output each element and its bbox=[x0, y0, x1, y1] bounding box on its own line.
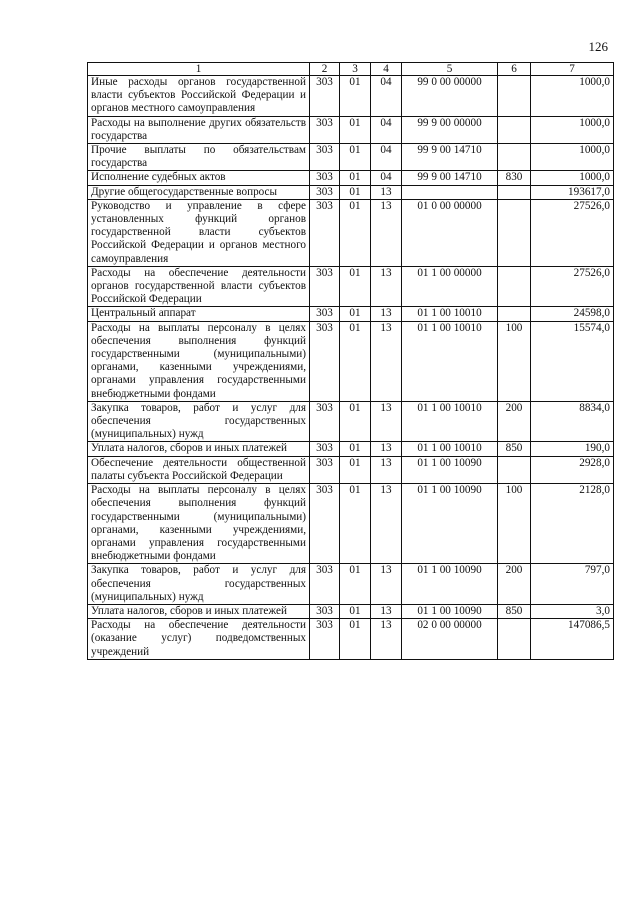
row-admin-code: 303 bbox=[310, 185, 340, 199]
row-section: 01 bbox=[340, 185, 371, 199]
row-amount: 2128,0 bbox=[531, 484, 614, 564]
row-admin-code: 303 bbox=[310, 484, 340, 564]
row-name: Уплата налогов, сборов и иных платежей bbox=[88, 442, 310, 456]
row-expense-type bbox=[498, 76, 531, 117]
table-body bbox=[88, 76, 614, 660]
row-expense-type: 830 bbox=[498, 171, 531, 185]
row-name: Прочие выплаты по обязательствам государства bbox=[88, 144, 310, 171]
row-name: Закупка товаров, работ и услуг для обеспечения государственных (муниципальных) нужд bbox=[88, 401, 310, 442]
row-name: Расходы на выплаты персоналу в целях обеспечения выполнения функций государственными (муниципальными) органами, казенными учреждениями, органами управления государственными внебюджетными фондами bbox=[88, 484, 310, 564]
row-amount: 193617,0 bbox=[531, 185, 614, 199]
row-name: Центральный аппарат bbox=[88, 307, 310, 321]
row-target-article bbox=[402, 185, 498, 199]
column-header: 2 bbox=[310, 63, 340, 76]
row-subsection: 13 bbox=[371, 185, 402, 199]
table-row bbox=[88, 199, 614, 266]
row-admin-code: 303 bbox=[310, 456, 340, 483]
row-subsection: 04 bbox=[371, 171, 402, 185]
row-expense-type bbox=[498, 144, 531, 171]
table-row bbox=[88, 456, 614, 483]
row-subsection: 13 bbox=[371, 266, 402, 307]
row-admin-code: 303 bbox=[310, 307, 340, 321]
row-admin-code: 303 bbox=[310, 76, 340, 117]
row-target-article: 01 1 00 10090 bbox=[402, 564, 498, 605]
row-expense-type bbox=[498, 307, 531, 321]
row-expense-type: 200 bbox=[498, 401, 531, 442]
table-row bbox=[88, 401, 614, 442]
table-row bbox=[88, 619, 614, 660]
row-expense-type bbox=[498, 199, 531, 266]
row-admin-code: 303 bbox=[310, 442, 340, 456]
column-header: 6 bbox=[498, 63, 531, 76]
row-subsection: 04 bbox=[371, 76, 402, 117]
row-expense-type: 850 bbox=[498, 604, 531, 618]
row-target-article: 02 0 00 00000 bbox=[402, 619, 498, 660]
budget-table bbox=[87, 62, 614, 660]
row-name: Другие общегосударственные вопросы bbox=[88, 185, 310, 199]
row-subsection: 13 bbox=[371, 456, 402, 483]
row-target-article: 01 1 00 00000 bbox=[402, 266, 498, 307]
row-section: 01 bbox=[340, 619, 371, 660]
row-admin-code: 303 bbox=[310, 199, 340, 266]
table-row bbox=[88, 171, 614, 185]
row-section: 01 bbox=[340, 456, 371, 483]
row-section: 01 bbox=[340, 266, 371, 307]
row-subsection: 13 bbox=[371, 442, 402, 456]
row-target-article: 99 9 00 14710 bbox=[402, 171, 498, 185]
row-section: 01 bbox=[340, 307, 371, 321]
row-target-article: 01 0 00 00000 bbox=[402, 199, 498, 266]
row-target-article: 01 1 00 10010 bbox=[402, 307, 498, 321]
row-section: 01 bbox=[340, 76, 371, 117]
row-admin-code: 303 bbox=[310, 604, 340, 618]
row-admin-code: 303 bbox=[310, 619, 340, 660]
row-section: 01 bbox=[340, 484, 371, 564]
row-name: Иные расходы органов государственной власти субъектов Российской Федерации и органов местного самоуправления bbox=[88, 76, 310, 117]
row-name: Расходы на обеспечение деятельности органов государственной власти субъектов Российской Федерации bbox=[88, 266, 310, 307]
row-target-article: 01 1 00 10090 bbox=[402, 456, 498, 483]
row-section: 01 bbox=[340, 321, 371, 401]
row-section: 01 bbox=[340, 144, 371, 171]
table-row bbox=[88, 116, 614, 143]
row-subsection: 13 bbox=[371, 484, 402, 564]
column-header: 1 bbox=[88, 63, 310, 76]
row-expense-type bbox=[498, 266, 531, 307]
table-row bbox=[88, 185, 614, 199]
row-name: Уплата налогов, сборов и иных платежей bbox=[88, 604, 310, 618]
row-admin-code: 303 bbox=[310, 171, 340, 185]
table-row bbox=[88, 484, 614, 564]
row-name: Расходы на выплаты персоналу в целях обеспечения выполнения функций государственными (муниципальными) органами, казенными учреждениями, органами управления государственными внебюджетными фондами bbox=[88, 321, 310, 401]
table-row bbox=[88, 321, 614, 401]
row-amount: 1000,0 bbox=[531, 144, 614, 171]
row-target-article: 99 9 00 14710 bbox=[402, 144, 498, 171]
row-target-article: 01 1 00 10090 bbox=[402, 604, 498, 618]
row-target-article: 99 0 00 00000 bbox=[402, 76, 498, 117]
row-expense-type bbox=[498, 185, 531, 199]
row-name: Исполнение судебных актов bbox=[88, 171, 310, 185]
row-section: 01 bbox=[340, 401, 371, 442]
row-amount: 190,0 bbox=[531, 442, 614, 456]
row-expense-type: 200 bbox=[498, 564, 531, 605]
row-amount: 1000,0 bbox=[531, 171, 614, 185]
row-amount: 8834,0 bbox=[531, 401, 614, 442]
row-expense-type bbox=[498, 116, 531, 143]
row-section: 01 bbox=[340, 199, 371, 266]
row-admin-code: 303 bbox=[310, 116, 340, 143]
row-amount: 15574,0 bbox=[531, 321, 614, 401]
row-section: 01 bbox=[340, 604, 371, 618]
row-subsection: 13 bbox=[371, 307, 402, 321]
row-admin-code: 303 bbox=[310, 564, 340, 605]
table-row bbox=[88, 307, 614, 321]
row-admin-code: 303 bbox=[310, 401, 340, 442]
row-expense-type: 100 bbox=[498, 321, 531, 401]
row-admin-code: 303 bbox=[310, 266, 340, 307]
row-amount: 27526,0 bbox=[531, 266, 614, 307]
row-target-article: 01 1 00 10010 bbox=[402, 401, 498, 442]
row-expense-type bbox=[498, 456, 531, 483]
table-row bbox=[88, 266, 614, 307]
column-header: 5 bbox=[402, 63, 498, 76]
row-amount: 2928,0 bbox=[531, 456, 614, 483]
row-target-article: 01 1 00 10010 bbox=[402, 321, 498, 401]
table-row bbox=[88, 564, 614, 605]
row-expense-type: 850 bbox=[498, 442, 531, 456]
table-row bbox=[88, 76, 614, 117]
row-subsection: 13 bbox=[371, 401, 402, 442]
row-admin-code: 303 bbox=[310, 144, 340, 171]
row-amount: 147086,5 bbox=[531, 619, 614, 660]
row-subsection: 13 bbox=[371, 199, 402, 266]
row-subsection: 13 bbox=[371, 604, 402, 618]
table-row bbox=[88, 604, 614, 618]
row-section: 01 bbox=[340, 442, 371, 456]
table-header bbox=[88, 63, 614, 76]
row-subsection: 13 bbox=[371, 619, 402, 660]
row-subsection: 04 bbox=[371, 116, 402, 143]
row-section: 01 bbox=[340, 116, 371, 143]
row-admin-code: 303 bbox=[310, 321, 340, 401]
row-amount: 1000,0 bbox=[531, 76, 614, 117]
row-name: Расходы на обеспечение деятельности (оказание услуг) подведомственных учреждений bbox=[88, 619, 310, 660]
row-amount: 27526,0 bbox=[531, 199, 614, 266]
row-expense-type: 100 bbox=[498, 484, 531, 564]
row-amount: 3,0 bbox=[531, 604, 614, 618]
column-header: 3 bbox=[340, 63, 371, 76]
header-row bbox=[88, 63, 614, 76]
row-amount: 797,0 bbox=[531, 564, 614, 605]
table-row bbox=[88, 144, 614, 171]
row-section: 01 bbox=[340, 564, 371, 605]
row-amount: 24598,0 bbox=[531, 307, 614, 321]
row-target-article: 01 1 00 10010 bbox=[402, 442, 498, 456]
column-header: 7 bbox=[531, 63, 614, 76]
row-target-article: 01 1 00 10090 bbox=[402, 484, 498, 564]
row-target-article: 99 9 00 00000 bbox=[402, 116, 498, 143]
table-row bbox=[88, 442, 614, 456]
row-subsection: 13 bbox=[371, 564, 402, 605]
row-amount: 1000,0 bbox=[531, 116, 614, 143]
row-name: Закупка товаров, работ и услуг для обеспечения государственных (муниципальных) нужд bbox=[88, 564, 310, 605]
row-name: Руководство и управление в сфере установленных функций органов государственной власти субъектов Российской Федерации и органов местного самоуправления bbox=[88, 199, 310, 266]
row-subsection: 13 bbox=[371, 321, 402, 401]
column-header: 4 bbox=[371, 63, 402, 76]
row-name: Обеспечение деятельности общественной палаты субъекта Российской Федерации bbox=[88, 456, 310, 483]
row-section: 01 bbox=[340, 171, 371, 185]
row-subsection: 04 bbox=[371, 144, 402, 171]
page-number: 126 bbox=[588, 39, 608, 54]
row-name: Расходы на выполнение других обязательств государства bbox=[88, 116, 310, 143]
row-expense-type bbox=[498, 619, 531, 660]
